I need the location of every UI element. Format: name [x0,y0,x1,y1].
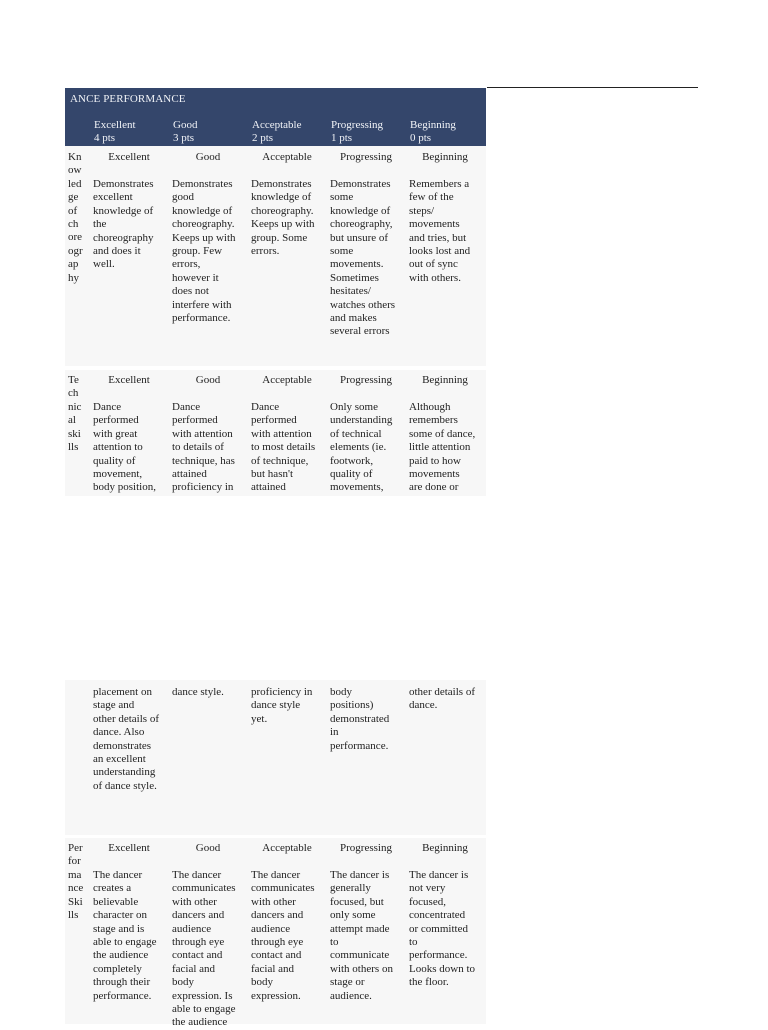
description-cell: Dance performed with great attention to quality of movement, body position, [93,401,156,494]
level-label: Progressing [340,374,392,386]
column-level: Good [173,119,198,131]
criterion-label: Te ch nic al ski lls [68,374,82,454]
description-cell: Only some understanding of technical elements (ie. footwork, quality of movements, [330,401,393,494]
description-continuation: body positions) demonstrated in performance. [330,686,390,752]
level-label: Excellent [108,374,150,386]
criterion-label: Kn ow led ge of ch ore ogr ap hy [68,151,83,284]
column-points: 1 pts [331,132,353,144]
level-label: Beginning [422,842,468,854]
description-cell: Demonstrates knowledge of choreography. Keeps up with group. Some errors. [251,178,315,258]
level-label: Good [195,842,221,854]
description-cell: The dancer communicates with other dancers and audience through eye contact and facial and body expression. Is able to engage the audience [172,869,236,1029]
column-points: 4 pts [94,132,116,144]
level-label: Acceptable [262,151,312,163]
description-cell: Dance performed with attention to details of technique, has attained proficiency in [172,401,235,494]
column-progressing [331,119,383,145]
level-label: Acceptable [262,842,312,854]
description-cell: Demonstrates excellent knowledge of the choreography and does it well. [93,178,154,271]
rubric-title: ANCE PERFORMANCE [70,93,186,105]
level-label: Progressing [340,151,392,163]
description-cell: Demonstrates some knowledge of choreography, but unsure of some movements. Sometimes hesitates/ watches others and makes several errors [330,178,396,338]
column-points: 2 pts [252,132,274,144]
description-cell: Although remembers some of dance, little attention paid to how movements are done or [409,401,476,494]
description-continuation: dance style. [172,686,224,698]
description-cell: The dancer is generally focused, but only some attempt made to communicate with others on stage or audience. [330,869,393,1002]
level-label: Acceptable [262,374,312,386]
description-cell: Remembers a few of the steps/ movements and tries, but looks lost and out of sync with others. [409,178,471,284]
level-label: Progressing [340,842,392,854]
description-cell: The dancer is not very focused, concentrated or committed to performance. Looks down to the floor. [409,869,475,989]
column-points: 0 pts [410,132,432,144]
description-cell: Dance performed with attention to most details of technique, but hasn't attained [251,401,316,494]
level-label: Beginning [422,151,468,163]
rubric-header [65,88,486,146]
column-level: Excellent [94,119,136,131]
description-continuation: proficiency in dance style yet. [251,686,313,725]
column-acceptable [252,119,301,145]
header-rule [487,87,698,88]
criterion-label: Per for ma nce Ski lls [68,842,84,922]
column-level: Acceptable [252,119,302,131]
description-cell: The dancer communicates with other dancers and audience through eye contact and facial and body expression. [251,869,315,1002]
column-level: Progressing [331,119,383,131]
column-beginning [410,119,456,145]
description-cell: The dancer creates a believable character on stage and is able to engage the audience completely through their performance. [93,869,157,1002]
description-cell: Demonstrates good knowledge of choreography. Keeps up with group. Few errors, however it does not interfere with performance. [172,178,236,325]
description-continuation: other details of dance. [409,686,475,712]
column-good [173,119,197,145]
column-level: Beginning [410,119,456,131]
level-label: Good [195,374,221,386]
level-label: Beginning [422,374,468,386]
column-points: 3 pts [173,132,195,144]
level-label: Good [195,151,221,163]
level-label: Excellent [108,842,150,854]
description-continuation: placement on stage and other details of dance. Also demonstrates an excellent understanding of dance style. [93,686,159,792]
column-excellent [94,119,136,145]
level-label: Excellent [108,151,150,163]
